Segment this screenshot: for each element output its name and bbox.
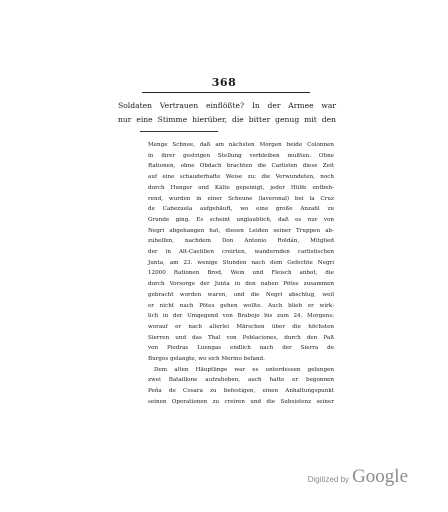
- footnote-line: Burgos gelangte, wo sich Merino befand.: [148, 356, 265, 363]
- main-text-line: Soldaten Vertrauen einflößte? In der Armee war: [118, 101, 336, 110]
- google-logo: Google: [352, 466, 408, 487]
- footnote-line: seinen Operationen zu creiren und die Subsistenz seiner: [148, 398, 334, 405]
- footnote-line: Junta, am 23. wenige Stunden nach dem Gefechte Negri: [148, 259, 334, 266]
- footnote-line: durch Vorsorge der Junta in den nahen Pötes zusammen: [148, 281, 334, 288]
- footnote-line: Grunde ging. Es scheint unglaublich, daß es nur von: [148, 216, 334, 223]
- footnote-line: er nicht nach Pötes gehen wollte. Auch blieb er wirk-: [148, 302, 334, 309]
- footnote-line: der in Alt-Castilien creirten, wandernden carlistischen: [148, 249, 334, 256]
- footnote-line: Rationen, ohne Obdach brachten die Carlisten diese Zeit: [148, 163, 334, 170]
- footnote-line: zwei Bataillone aufzuheben, auch hatte er begonnen: [148, 377, 334, 384]
- footnote-line: rend, wurden in einer Scheune (laveronal) bei la Cruz: [148, 195, 334, 202]
- page-number: 368: [211, 76, 237, 89]
- digitized-watermark: [308, 466, 408, 488]
- footnote-line: gebracht worden waren, und die Negri abschlug, weil: [148, 291, 334, 298]
- watermark-prefix: Digitized by: [307, 475, 350, 484]
- footnote-line: auf eine schauderhafte Weise zu; die Verwundeten, noch: [148, 174, 334, 181]
- footnote-line: lich in der Umgegend von Brabojo bis zum 24. Morgens;: [148, 313, 334, 320]
- footnote-line: zuhelfen, nachdem Don Antonio Roldán, Mitglied: [148, 238, 334, 245]
- main-text-line: nur eine Stimme hierüber, die bitter genug mit den: [118, 115, 336, 124]
- footnote-line: durch Hunger und Kälte gepeinigt, jeder Hülfe entbeh-: [148, 184, 334, 191]
- footnote-line: 12000 Rationen Brod, Wein und Fleisch anbot, die: [148, 270, 334, 277]
- footnote-line: Sierren und das Thal von Poblaciones, durch den Paß: [148, 334, 334, 341]
- footnote: [148, 140, 334, 408]
- footnote-line: Negri abgehangen hat, diesen Leiden seiner Truppen ab-: [148, 227, 334, 234]
- footnote-rule: [140, 131, 218, 132]
- footnote-line: worauf er nach allerlei Märschen über die höchsten: [148, 323, 334, 330]
- footnote-line: von Piedras Luengas endlich nach der Sierra de: [148, 345, 334, 352]
- main-text: [118, 99, 336, 127]
- footnote-line: de Cabezuela aufgehäuft, wo eine große Anzahl zu: [148, 206, 334, 213]
- footnote-line: in ihrer gestrigen Stellung verbleiben mußten. Ohne: [148, 152, 334, 159]
- footnote-line: Dem alten Häuptlinge war es unterdessen gelungen: [154, 366, 334, 373]
- footnote-line: Menge Schnee, daß am nächsten Morgen beide Colonnen: [148, 142, 334, 148]
- top-rule: [142, 92, 310, 93]
- footnote-line: Peña de Cosara zu befestigen, einen Anhaltungspunkt: [148, 388, 334, 395]
